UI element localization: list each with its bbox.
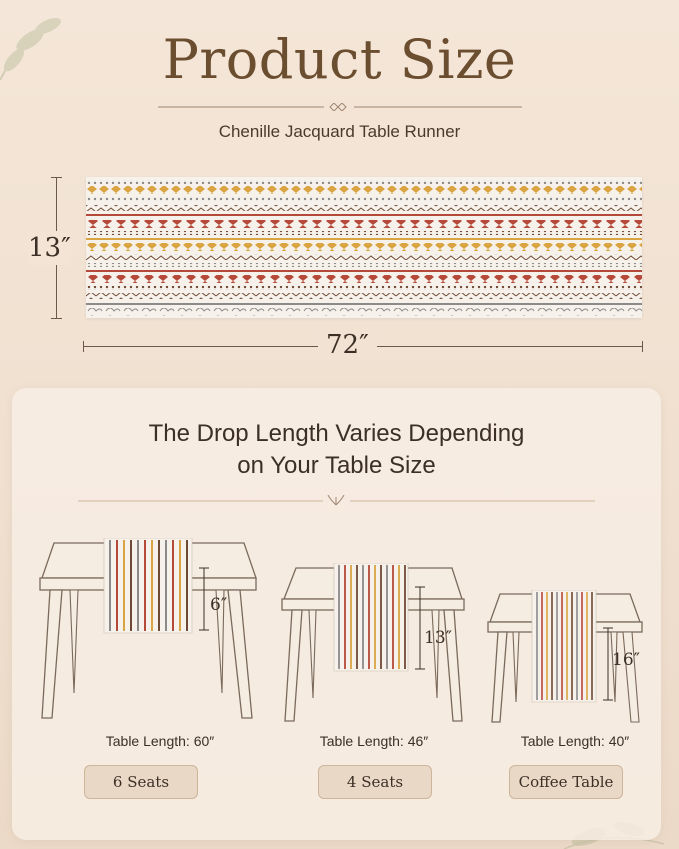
runner-height-label: 13″ — [28, 233, 71, 263]
page-title: Product Size — [162, 28, 517, 91]
product-subtitle: Chenille Jacquard Table Runner — [218, 122, 461, 141]
seats-6-button[interactable]: 6 Seats — [84, 765, 198, 799]
ornament-divider — [78, 495, 595, 507]
panel-heading-line: on Your Table Size — [237, 452, 436, 479]
dining-table-6-seats-illustration — [32, 538, 264, 728]
runner-width-label: 72″ — [318, 330, 377, 360]
panel-heading-line: The Drop Length Varies Depending — [148, 420, 525, 447]
coffee-table-button[interactable]: Coffee Table — [509, 765, 623, 799]
table-length-label: Table Length: 40″ — [520, 733, 630, 749]
drop-length-label: 13″ — [424, 628, 452, 648]
height-dimension-cap — [51, 318, 62, 319]
seats-4-button[interactable]: 4 Seats — [318, 765, 432, 799]
table-length-label: Table Length: 60″ — [105, 733, 215, 749]
drop-length-label: 6″ — [210, 595, 228, 615]
drop-length-panel — [12, 388, 661, 840]
height-dimension-cap — [51, 177, 62, 178]
table-runner-image — [86, 177, 642, 318]
panel-heading — [12, 418, 661, 482]
ornament-divider — [158, 103, 522, 111]
width-dimension-cap — [83, 341, 84, 352]
table-length-label: Table Length: 46″ — [319, 733, 429, 749]
drop-length-label: 16″ — [612, 650, 640, 670]
width-dimension-cap — [642, 341, 643, 352]
